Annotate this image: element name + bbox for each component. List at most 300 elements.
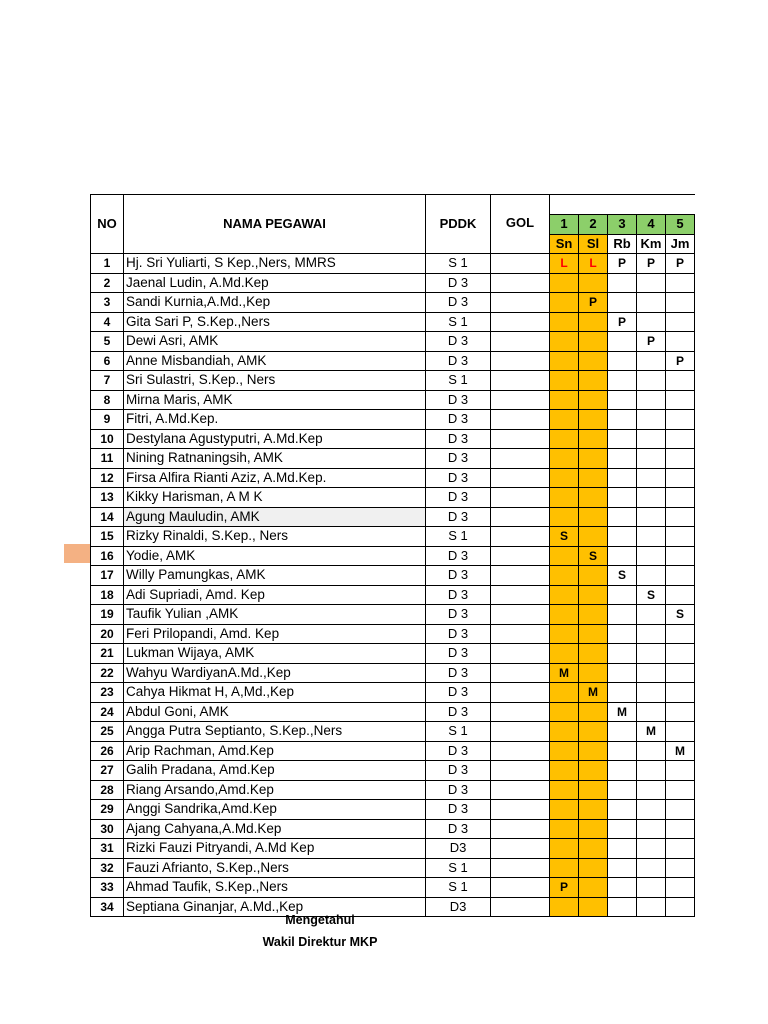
shift-cell-day-2: M xyxy=(579,683,608,703)
shift-cell-day-5 xyxy=(666,839,695,859)
day-name-3: Rb xyxy=(608,234,637,254)
employee-name: Riang Arsando,Amd.Kep xyxy=(124,780,426,800)
shift-cell-day-2 xyxy=(579,429,608,449)
shift-cell-day-1 xyxy=(550,429,579,449)
shift-cell-day-3 xyxy=(608,644,637,664)
row-number: 10 xyxy=(91,429,124,449)
employee-name: Abdul Goni, AMK xyxy=(124,702,426,722)
row-number: 20 xyxy=(91,624,124,644)
shift-cell-day-5 xyxy=(666,371,695,391)
shift-cell-day-3 xyxy=(608,468,637,488)
employee-name: Gita Sari P, S.Kep.,Ners xyxy=(124,312,426,332)
shift-cell-day-2 xyxy=(579,741,608,761)
shift-cell-day-2 xyxy=(579,488,608,508)
shift-cell-day-2: L xyxy=(579,254,608,274)
table-row xyxy=(91,624,695,644)
row-number: 27 xyxy=(91,761,124,781)
rank-cell xyxy=(491,722,550,742)
day-number-1: 1 xyxy=(550,215,579,235)
rank-cell xyxy=(491,371,550,391)
education-level: D 3 xyxy=(426,800,491,820)
table-row xyxy=(91,800,695,820)
rank-cell xyxy=(491,741,550,761)
shift-cell-day-4 xyxy=(637,566,666,586)
shift-cell-day-1 xyxy=(550,722,579,742)
shift-cell-day-2 xyxy=(579,663,608,683)
education-level: D3 xyxy=(426,839,491,859)
shift-cell-day-5 xyxy=(666,761,695,781)
rank-cell xyxy=(491,897,550,917)
shift-cell-day-3 xyxy=(608,819,637,839)
row-number: 12 xyxy=(91,468,124,488)
table-row xyxy=(91,878,695,898)
shift-cell-day-4: P xyxy=(637,254,666,274)
table-row xyxy=(91,546,695,566)
employee-name: Rizky Rinaldi, S.Kep., Ners xyxy=(124,527,426,547)
shift-cell-day-3 xyxy=(608,273,637,293)
shift-cell-day-4 xyxy=(637,371,666,391)
shift-cell-day-5 xyxy=(666,332,695,352)
row-number: 11 xyxy=(91,449,124,469)
header-gol: GOL xyxy=(491,195,550,254)
shift-cell-day-5 xyxy=(666,858,695,878)
shift-cell-day-2: P xyxy=(579,293,608,313)
shift-cell-day-1 xyxy=(550,897,579,917)
shift-cell-day-4 xyxy=(637,449,666,469)
shift-cell-day-3 xyxy=(608,429,637,449)
shift-cell-day-4 xyxy=(637,741,666,761)
shift-cell-day-1 xyxy=(550,683,579,703)
employee-name: Agung Mauludin, AMK xyxy=(124,507,426,527)
table-row xyxy=(91,761,695,781)
shift-cell-day-1 xyxy=(550,351,579,371)
shift-cell-day-4 xyxy=(637,878,666,898)
shift-cell-day-1 xyxy=(550,780,579,800)
shift-cell-day-5 xyxy=(666,800,695,820)
shift-cell-day-2 xyxy=(579,468,608,488)
table-row xyxy=(91,312,695,332)
shift-cell-day-3: P xyxy=(608,312,637,332)
shift-cell-day-2 xyxy=(579,273,608,293)
rank-cell xyxy=(491,254,550,274)
shift-cell-day-5: P xyxy=(666,351,695,371)
shift-cell-day-5 xyxy=(666,722,695,742)
row-number: 5 xyxy=(91,332,124,352)
row-number: 1 xyxy=(91,254,124,274)
education-level: D 3 xyxy=(426,332,491,352)
employee-name: Rizki Fauzi Pitryandi, A.Md Kep xyxy=(124,839,426,859)
education-level: D 3 xyxy=(426,702,491,722)
rank-cell xyxy=(491,273,550,293)
table-row xyxy=(91,507,695,527)
employee-name: Galih Pradana, Amd.Kep xyxy=(124,761,426,781)
header-name: NAMA PEGAWAI xyxy=(124,195,426,254)
shift-cell-day-5 xyxy=(666,624,695,644)
rank-cell xyxy=(491,468,550,488)
shift-cell-day-3: P xyxy=(608,254,637,274)
shift-cell-day-4 xyxy=(637,800,666,820)
shift-cell-day-5 xyxy=(666,566,695,586)
employee-name: Yodie, AMK xyxy=(124,546,426,566)
shift-cell-day-5: M xyxy=(666,741,695,761)
employee-name: Adi Supriadi, Amd. Kep xyxy=(124,585,426,605)
shift-cell-day-4 xyxy=(637,761,666,781)
shift-cell-day-5 xyxy=(666,780,695,800)
shift-cell-day-2 xyxy=(579,390,608,410)
shift-cell-day-4 xyxy=(637,683,666,703)
shift-cell-day-2 xyxy=(579,605,608,625)
rank-cell xyxy=(491,566,550,586)
shift-cell-day-5 xyxy=(666,585,695,605)
education-level: D 3 xyxy=(426,293,491,313)
schedule-table xyxy=(90,194,695,917)
shift-cell-day-2 xyxy=(579,312,608,332)
shift-cell-day-3 xyxy=(608,332,637,352)
row-number: 17 xyxy=(91,566,124,586)
education-level: D 3 xyxy=(426,566,491,586)
table-row xyxy=(91,468,695,488)
shift-cell-day-1 xyxy=(550,293,579,313)
shift-cell-day-3 xyxy=(608,390,637,410)
shift-cell-day-1 xyxy=(550,273,579,293)
row-number: 30 xyxy=(91,819,124,839)
shift-cell-day-4: P xyxy=(637,332,666,352)
shift-cell-day-4 xyxy=(637,819,666,839)
shift-cell-day-1 xyxy=(550,839,579,859)
shift-cell-day-2 xyxy=(579,819,608,839)
shift-cell-day-5 xyxy=(666,273,695,293)
shift-cell-day-5 xyxy=(666,527,695,547)
employee-name: Sandi Kurnia,A.Md.,Kep xyxy=(124,293,426,313)
shift-cell-day-3 xyxy=(608,780,637,800)
employee-name: Lukman Wijaya, AMK xyxy=(124,644,426,664)
shift-cell-day-5 xyxy=(666,819,695,839)
table-row xyxy=(91,683,695,703)
shift-cell-day-5 xyxy=(666,546,695,566)
shift-cell-day-5 xyxy=(666,702,695,722)
shift-cell-day-2 xyxy=(579,410,608,430)
employee-name: Nining Ratnaningsih, AMK xyxy=(124,449,426,469)
shift-cell-day-1 xyxy=(550,644,579,664)
employee-name: Kikky Harisman, A M K xyxy=(124,488,426,508)
row-number: 3 xyxy=(91,293,124,313)
shift-cell-day-1 xyxy=(550,390,579,410)
row-number: 7 xyxy=(91,371,124,391)
shift-cell-day-2 xyxy=(579,507,608,527)
table-row xyxy=(91,702,695,722)
rank-cell xyxy=(491,683,550,703)
row-number: 18 xyxy=(91,585,124,605)
shift-cell-day-4 xyxy=(637,702,666,722)
shift-cell-day-3 xyxy=(608,761,637,781)
shift-cell-day-4: S xyxy=(637,585,666,605)
shift-cell-day-4 xyxy=(637,897,666,917)
shift-cell-day-2 xyxy=(579,761,608,781)
table-row xyxy=(91,780,695,800)
shift-cell-day-2 xyxy=(579,351,608,371)
shift-cell-day-5 xyxy=(666,644,695,664)
shift-cell-day-5 xyxy=(666,410,695,430)
shift-cell-day-5 xyxy=(666,293,695,313)
shift-cell-day-1 xyxy=(550,410,579,430)
rank-cell xyxy=(491,293,550,313)
shift-cell-day-3 xyxy=(608,351,637,371)
table-row xyxy=(91,273,695,293)
shift-cell-day-3 xyxy=(608,624,637,644)
employee-name: Fitri, A.Md.Kep. xyxy=(124,410,426,430)
education-level: D 3 xyxy=(426,644,491,664)
day-name-5: Jm xyxy=(666,234,695,254)
shift-cell-day-3 xyxy=(608,605,637,625)
footer-signatory-title: Wakil Direktur MKP xyxy=(262,935,378,949)
table-row xyxy=(91,663,695,683)
education-level: S 1 xyxy=(426,722,491,742)
shift-cell-day-3 xyxy=(608,371,637,391)
shift-cell-day-1: S xyxy=(550,527,579,547)
table-row xyxy=(91,644,695,664)
shift-cell-day-4 xyxy=(637,858,666,878)
rank-cell xyxy=(491,410,550,430)
shift-cell-day-1 xyxy=(550,800,579,820)
rank-cell xyxy=(491,663,550,683)
rank-cell xyxy=(491,605,550,625)
employee-name: Destylana Agustyputri, A.Md.Kep xyxy=(124,429,426,449)
day-name-4: Km xyxy=(637,234,666,254)
education-level: D 3 xyxy=(426,507,491,527)
day-number-3: 3 xyxy=(608,215,637,235)
shift-cell-day-4 xyxy=(637,527,666,547)
shift-cell-day-2 xyxy=(579,332,608,352)
shift-cell-day-2 xyxy=(579,371,608,391)
employee-name: Wahyu WardiyanA.Md.,Kep xyxy=(124,663,426,683)
shift-cell-day-2 xyxy=(579,897,608,917)
table-row xyxy=(91,858,695,878)
shift-cell-day-2 xyxy=(579,624,608,644)
shift-cell-day-4 xyxy=(637,390,666,410)
education-level: D 3 xyxy=(426,488,491,508)
education-level: D 3 xyxy=(426,390,491,410)
shift-cell-day-2 xyxy=(579,858,608,878)
shift-cell-day-4 xyxy=(637,293,666,313)
table-row xyxy=(91,819,695,839)
shift-cell-day-2 xyxy=(579,527,608,547)
rank-cell xyxy=(491,429,550,449)
shift-cell-day-5 xyxy=(666,897,695,917)
table-row xyxy=(91,390,695,410)
row-number: 24 xyxy=(91,702,124,722)
day-number-4: 4 xyxy=(637,215,666,235)
row-number: 32 xyxy=(91,858,124,878)
shift-cell-day-4 xyxy=(637,780,666,800)
shift-cell-day-2 xyxy=(579,722,608,742)
shift-cell-day-3 xyxy=(608,410,637,430)
shift-cell-day-1: M xyxy=(550,663,579,683)
table-row xyxy=(91,429,695,449)
row-number: 28 xyxy=(91,780,124,800)
education-level: D 3 xyxy=(426,410,491,430)
shift-cell-day-3 xyxy=(608,546,637,566)
shift-cell-day-1 xyxy=(550,624,579,644)
employee-name: Jaenal Ludin, A.Md.Kep xyxy=(124,273,426,293)
row-number: 9 xyxy=(91,410,124,430)
shift-cell-day-4 xyxy=(637,546,666,566)
shift-cell-day-1 xyxy=(550,585,579,605)
day-number-5: 5 xyxy=(666,215,695,235)
shift-cell-day-1 xyxy=(550,488,579,508)
education-level: S 1 xyxy=(426,878,491,898)
row-number: 19 xyxy=(91,605,124,625)
row-number: 15 xyxy=(91,527,124,547)
employee-name: Septiana Ginanjar, A.Md.,Kep xyxy=(124,897,426,917)
rank-cell xyxy=(491,585,550,605)
employee-name: Arip Rachman, Amd.Kep xyxy=(124,741,426,761)
shift-cell-day-2 xyxy=(579,585,608,605)
shift-cell-day-1 xyxy=(550,761,579,781)
row-number: 6 xyxy=(91,351,124,371)
table-row xyxy=(91,410,695,430)
shift-cell-day-4 xyxy=(637,507,666,527)
education-level: D 3 xyxy=(426,273,491,293)
shift-cell-day-1: L xyxy=(550,254,579,274)
row-number: 13 xyxy=(91,488,124,508)
shift-cell-day-4 xyxy=(637,644,666,664)
shift-cell-day-5 xyxy=(666,663,695,683)
table-row xyxy=(91,566,695,586)
shift-cell-day-4 xyxy=(637,663,666,683)
education-level: D 3 xyxy=(426,546,491,566)
shift-cell-day-3 xyxy=(608,663,637,683)
employee-name: Sri Sulastri, S.Kep., Ners xyxy=(124,371,426,391)
rank-cell xyxy=(491,624,550,644)
header-no: NO xyxy=(91,195,124,254)
shift-cell-day-3 xyxy=(608,800,637,820)
day-number-2: 2 xyxy=(579,215,608,235)
employee-name: Taufik Yulian ,AMK xyxy=(124,605,426,625)
row-number: 22 xyxy=(91,663,124,683)
employee-name: Ahmad Taufik, S.Kep.,Ners xyxy=(124,878,426,898)
rank-cell xyxy=(491,507,550,527)
shift-cell-day-3: M xyxy=(608,702,637,722)
shift-cell-day-1 xyxy=(550,312,579,332)
row-number: 23 xyxy=(91,683,124,703)
shift-cell-day-3 xyxy=(608,858,637,878)
rank-cell xyxy=(491,390,550,410)
shift-cell-day-2 xyxy=(579,449,608,469)
shift-cell-day-4 xyxy=(637,624,666,644)
shift-cell-day-5 xyxy=(666,507,695,527)
shift-cell-day-4 xyxy=(637,410,666,430)
shift-cell-day-3 xyxy=(608,507,637,527)
rank-cell xyxy=(491,527,550,547)
row-number: 14 xyxy=(91,507,124,527)
education-level: D 3 xyxy=(426,624,491,644)
shift-cell-day-1 xyxy=(550,858,579,878)
employee-name: Anggi Sandrika,Amd.Kep xyxy=(124,800,426,820)
selected-row-marker xyxy=(64,544,90,563)
rank-cell xyxy=(491,644,550,664)
row-number: 33 xyxy=(91,878,124,898)
shift-cell-day-1 xyxy=(550,566,579,586)
shift-cell-day-1 xyxy=(550,468,579,488)
employee-name: Fauzi Afrianto, S.Kep.,Ners xyxy=(124,858,426,878)
table-row xyxy=(91,449,695,469)
shift-cell-day-1 xyxy=(550,371,579,391)
rank-cell xyxy=(491,761,550,781)
table-row xyxy=(91,605,695,625)
shift-cell-day-5: P xyxy=(666,254,695,274)
row-number: 34 xyxy=(91,897,124,917)
shift-cell-day-1 xyxy=(550,546,579,566)
shift-cell-day-1 xyxy=(550,702,579,722)
shift-cell-day-4 xyxy=(637,273,666,293)
row-number: 4 xyxy=(91,312,124,332)
shift-cell-day-5 xyxy=(666,390,695,410)
rank-cell xyxy=(491,488,550,508)
shift-cell-day-2 xyxy=(579,878,608,898)
shift-cell-day-3 xyxy=(608,293,637,313)
row-number: 31 xyxy=(91,839,124,859)
shift-cell-day-2 xyxy=(579,800,608,820)
rank-cell xyxy=(491,312,550,332)
rank-cell xyxy=(491,332,550,352)
employee-name: Cahya Hikmat H, A,Md.,Kep xyxy=(124,683,426,703)
table-row xyxy=(91,488,695,508)
table-row xyxy=(91,722,695,742)
shift-cell-day-1 xyxy=(550,741,579,761)
shift-cell-day-3 xyxy=(608,683,637,703)
table-row xyxy=(91,371,695,391)
shift-cell-day-3 xyxy=(608,527,637,547)
employee-name: Firsa Alfira Rianti Aziz, A.Md.Kep. xyxy=(124,468,426,488)
rank-cell xyxy=(491,800,550,820)
table-row xyxy=(91,293,695,313)
employee-name: Hj. Sri Yuliarti, S Kep.,Ners, MMRS xyxy=(124,254,426,274)
shift-cell-day-3 xyxy=(608,585,637,605)
shift-cell-day-2: S xyxy=(579,546,608,566)
employee-name: Angga Putra Septianto, S.Kep.,Ners xyxy=(124,722,426,742)
row-number: 2 xyxy=(91,273,124,293)
shift-cell-day-3 xyxy=(608,897,637,917)
shift-cell-day-4 xyxy=(637,468,666,488)
rank-cell xyxy=(491,546,550,566)
rank-cell xyxy=(491,839,550,859)
table-row xyxy=(91,351,695,371)
education-level: D 3 xyxy=(426,468,491,488)
education-level: S 1 xyxy=(426,527,491,547)
shift-cell-day-5 xyxy=(666,468,695,488)
shift-cell-day-5 xyxy=(666,488,695,508)
header-pddk: PDDK xyxy=(426,195,491,254)
education-level: D 3 xyxy=(426,429,491,449)
shift-cell-day-2 xyxy=(579,780,608,800)
education-level: D 3 xyxy=(426,683,491,703)
day-name-2: Sl xyxy=(579,234,608,254)
shift-cell-day-3 xyxy=(608,449,637,469)
shift-cell-day-4 xyxy=(637,839,666,859)
shift-cell-day-1 xyxy=(550,507,579,527)
shift-cell-day-1 xyxy=(550,332,579,352)
shift-cell-day-1 xyxy=(550,449,579,469)
employee-name: Willy Pamungkas, AMK xyxy=(124,566,426,586)
education-level: D 3 xyxy=(426,819,491,839)
shift-cell-day-5 xyxy=(666,312,695,332)
education-level: D3 xyxy=(426,897,491,917)
education-level: S 1 xyxy=(426,254,491,274)
education-level: D 3 xyxy=(426,780,491,800)
shift-cell-day-4 xyxy=(637,429,666,449)
shift-cell-day-4 xyxy=(637,488,666,508)
rank-cell xyxy=(491,702,550,722)
